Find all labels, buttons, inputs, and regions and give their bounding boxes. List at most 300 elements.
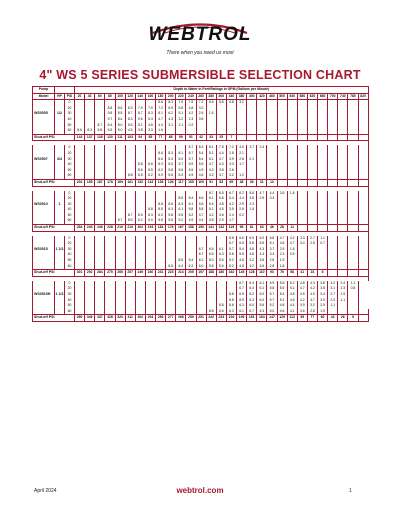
depth-caption: Depth to Water in Feet/Ratings in GPM (Gallons per Minute) (75, 87, 369, 94)
gpm-cell: 5.7 (247, 309, 257, 315)
gpm-cell: 5.2 (186, 213, 196, 219)
gpm-cell: 9.7 (105, 117, 115, 123)
shutoff-cell: 202 (135, 225, 145, 232)
gpm-cell: 6.1 (237, 309, 247, 315)
footer-date: April 2024 (34, 488, 57, 494)
footer-url[interactable]: webtrol.com (176, 486, 224, 495)
shutoff-cell (328, 225, 338, 232)
pump-model: WS0515 (33, 247, 55, 253)
gpm-cell: 1.1 (328, 303, 338, 309)
gpm-cell: 2.3 (186, 117, 196, 123)
shutoff-cell: 302 (135, 315, 145, 322)
gpm-cell: 5.8 (216, 100, 226, 106)
gpm-cell: 4.7 (277, 236, 287, 242)
gpm-cell: 1.7 (237, 162, 247, 168)
gpm-cell: 8.4 (105, 123, 115, 129)
gpm-cell: 8.6 (156, 100, 166, 106)
psi-header: PSI (65, 93, 75, 100)
pump-hp: 1/2 (55, 111, 65, 117)
gpm-cell: 4.8 (277, 303, 287, 309)
shutoff-cell: 161 (125, 179, 135, 186)
shutoff-cell: 24 (307, 270, 317, 277)
gpm-cell: 6.5 (206, 252, 216, 258)
gpm-cell: 8.1 (206, 145, 216, 151)
shutoff-row (33, 225, 369, 232)
gpm-cell: 3.8 (216, 168, 226, 174)
shutoff-cell: 109 (186, 179, 196, 186)
depth-header: 500 (277, 93, 287, 100)
gpm-cell: 6.5 (237, 241, 247, 247)
psi-cell: 40 (65, 252, 75, 258)
gpm-cell: 5.1 (206, 157, 216, 163)
shutoff-cell (358, 179, 368, 186)
gpm-cell: 5.5 (277, 286, 287, 292)
selection-table-wrapper (32, 86, 368, 322)
shutoff-cell: 236 (95, 225, 105, 232)
gpm-cell: 5.4 (277, 292, 287, 298)
gpm-cell: 4.8 (297, 281, 307, 287)
gpm-cell: 5.6 (176, 168, 186, 174)
gpm-cell: 2.5 (196, 111, 206, 117)
gpm-cell: 6.6 (237, 236, 247, 242)
gpm-cell: 6.1 (206, 196, 216, 202)
gpm-cell: 0.1 (247, 157, 257, 163)
gpm-cell: 4.5 (216, 207, 226, 213)
gpm-cell: 4.9 (186, 173, 196, 179)
shutoff-cell: 181 (247, 315, 257, 322)
shutoff-cell: 39 (247, 179, 257, 186)
shutoff-cell: 132 (216, 225, 226, 232)
gpm-cell: 6.6 (226, 303, 236, 309)
shutoff-cell: 128 (247, 270, 257, 277)
psi-cell: 30 (65, 157, 75, 163)
gpm-cell: 8.8 (145, 207, 155, 213)
gpm-cell: 5.8 (176, 106, 186, 112)
shutoff-cell: 285 (156, 315, 166, 322)
gpm-cell: 1.5 (206, 111, 216, 117)
gpm-cell: 6.0 (166, 162, 176, 168)
gpm-cell: 3.6 (257, 264, 267, 270)
shutoff-cell (318, 179, 328, 186)
gpm-cell: 3.7 (247, 145, 257, 151)
shutoff-cell: 231 (156, 270, 166, 277)
gpm-cell: 8.3 (125, 117, 135, 123)
gpm-cell: 0.7 (318, 241, 328, 247)
gpm-cell: 6.3 (166, 207, 176, 213)
gpm-cell: 8.7 (125, 111, 135, 117)
gpm-cell: 6.7 (196, 252, 206, 258)
gpm-cell: 6.5 (237, 292, 247, 298)
shutoff-cell: 63 (257, 225, 267, 232)
gpm-cell: 4.2 (297, 298, 307, 304)
shutoff-cell: 110 (257, 270, 267, 277)
shutoff-cell (297, 179, 307, 186)
gpm-cell: 6.3 (237, 303, 247, 309)
shutoff-cell: 277 (166, 315, 176, 322)
shutoff-cell (338, 225, 348, 232)
gpm-cell: 5.4 (226, 196, 236, 202)
depth-header: 100 (115, 93, 125, 100)
gpm-cell: 2.1 (176, 123, 186, 129)
gpm-cell: 3.6 (216, 213, 226, 219)
gpm-cell: 5.5 (186, 168, 196, 174)
gpm-cell: 5.1 (135, 123, 145, 129)
pump-hp: 1 1/2 (55, 292, 64, 296)
gpm-cell: 3.2 (237, 100, 247, 106)
gpm-cell: 8.8 (226, 292, 236, 298)
gpm-cell: 5.1 (206, 207, 216, 213)
gpm-cell: 2.9 (237, 202, 247, 208)
gpm-cell: 8.3 (176, 202, 186, 208)
gpm-cell: 8.1 (176, 151, 186, 157)
gpm-cell: 6.2 (145, 173, 155, 179)
gpm-cell: 1.1 (348, 281, 358, 287)
psi-cell: 60 (65, 309, 75, 315)
shutoff-cell: 214 (176, 270, 186, 277)
shutoff-cell (348, 270, 358, 277)
psi-cell: 50 (65, 123, 75, 129)
psi-cell: 30 (65, 111, 75, 117)
gpm-cell: 6.0 (247, 303, 257, 309)
shutoff-cell (297, 225, 307, 232)
shutoff-cell: 41 (297, 270, 307, 277)
shutoff-cell (358, 315, 368, 322)
shutoff-cell: 187 (95, 179, 105, 186)
depth-header: 460 (267, 93, 277, 100)
shutoff-cell: 59 (176, 134, 186, 141)
psi-cell: 20 (65, 241, 75, 247)
shutoff-cell: 350 (75, 315, 85, 322)
gpm-cell: 5.5 (105, 128, 115, 134)
shutoff-row (33, 315, 369, 322)
shutoff-cell: 164 (257, 315, 267, 322)
shutoff-cell (307, 225, 317, 232)
gpm-cell: 3.9 (297, 303, 307, 309)
gpm-cell: 4.3 (307, 281, 317, 287)
gpm-cell: 5.8 (166, 213, 176, 219)
gpm-cell: 5.6 (166, 173, 176, 179)
gpm-cell: 6.7 (196, 247, 206, 253)
gpm-cell: 8.8 (226, 236, 236, 242)
gpm-cell: 1.7 (226, 218, 236, 224)
shutoff-cell: 169 (115, 179, 125, 186)
shutoff-cell: 204 (75, 179, 85, 186)
gpm-cell: 2.3 (338, 286, 348, 292)
gpm-cell: 8.5 (125, 218, 135, 224)
psi-cell: 60 (65, 218, 75, 224)
gpm-cell: 3.8 (318, 286, 328, 292)
shutoff-cell: 85 (145, 134, 155, 141)
gpm-cell: 5.3 (257, 309, 267, 315)
gpm-cell: 3.1 (328, 286, 338, 292)
gpm-cell: 4.8 (287, 292, 297, 298)
gpm-cell: 6.6 (196, 196, 206, 202)
gpm-cell: 5.1 (277, 298, 287, 304)
shutoff-cell: 117 (176, 179, 186, 186)
gpm-cell: 4.3 (216, 162, 226, 168)
shutoff-cell: 135 (156, 179, 166, 186)
shutoff-cell: 245 (85, 225, 95, 232)
gpm-cell: 8.8 (166, 264, 176, 270)
pump-hp: 3/4 (55, 157, 65, 163)
gpm-cell: 8.4 (115, 117, 125, 123)
gpm-cell: 5.2 (287, 281, 297, 287)
shutoff-cell: 268 (176, 315, 186, 322)
gpm-cell: 6.7 (226, 241, 236, 247)
gpm-cell: 4.3 (257, 252, 267, 258)
depth-header: 660 (318, 93, 328, 100)
gpm-cell: 4.4 (267, 191, 277, 197)
shutoff-cell (318, 225, 328, 232)
psi-cell: 0 (65, 281, 75, 287)
psi-cell: 40 (65, 117, 75, 123)
psi-cell: 0 (65, 236, 75, 242)
gpm-cell: 5.8 (196, 202, 206, 208)
gpm-cell: 3.4 (318, 292, 328, 298)
gpm-cell: 8.8 (156, 202, 166, 208)
gpm-cell: 8.5 (216, 191, 226, 197)
shutoff-cell: 103 (125, 134, 135, 141)
gpm-cell: 6.7 (237, 286, 247, 292)
gpm-cell: 4.4 (216, 151, 226, 157)
shutoff-row (33, 270, 369, 277)
pump-model: WS0515H (33, 292, 55, 298)
gpm-cell: 8.7 (186, 145, 196, 151)
shutoff-cell: 143 (75, 134, 85, 141)
gpm-cell: 5.1 (287, 286, 297, 292)
shutoff-cell: 176 (166, 225, 176, 232)
gpm-cell: 5.1 (206, 151, 216, 157)
gpm-cell: 3.3 (226, 162, 236, 168)
shutoff-cell: 337 (95, 315, 105, 322)
gpm-cell: 4.6 (277, 309, 287, 315)
gpm-cell: 5.8 (95, 128, 105, 134)
shutoff-cell: 94 (135, 134, 145, 141)
psi-cell: 50 (65, 168, 75, 174)
gpm-cell: 5.4 (206, 202, 216, 208)
gpm-cell: 8.3 (196, 145, 206, 151)
gpm-cell: 6.0 (176, 157, 186, 163)
shutoff-cell: 77 (156, 134, 166, 141)
gpm-cell: 2.4 (257, 145, 267, 151)
gpm-cell: 1.1 (318, 236, 328, 242)
psi-cell: 30 (65, 292, 75, 298)
gpm-cell: 4.5 (297, 292, 307, 298)
gpm-cell: 6.0 (206, 258, 216, 264)
gpm-cell: 7.9 (176, 100, 186, 106)
depth-header: 420 (257, 93, 267, 100)
gpm-cell: 6.5 (206, 100, 216, 106)
shutoff-cell: 98 (237, 225, 247, 232)
gpm-cell: 5.7 (186, 157, 196, 163)
gpm-cell: 5.5 (176, 213, 186, 219)
gpm-cell: 8.7 (115, 218, 125, 224)
gpm-cell: 6.1 (186, 202, 196, 208)
gpm-cell: 8.6 (135, 168, 145, 174)
shutoff-cell: 65 (226, 179, 236, 186)
psi-cell: 20 (65, 196, 75, 202)
gpm-cell: 1.9 (277, 258, 287, 264)
gpm-cell: 2.3 (277, 252, 287, 258)
shutoff-cell (247, 134, 257, 141)
shutoff-cell: 195 (85, 179, 95, 186)
psi-cell: 60 (65, 128, 75, 134)
gpm-cell: 3.7 (307, 298, 317, 304)
gpm-cell: 5.8 (216, 196, 226, 202)
shutoff-cell: 83 (216, 179, 226, 186)
gpm-cell: 6.1 (257, 281, 267, 287)
gpm-cell: 6.2 (156, 168, 166, 174)
gpm-cell: 5.5 (237, 252, 247, 258)
gpm-cell: 5.2 (176, 218, 186, 224)
gpm-cell: 3.3 (297, 236, 307, 242)
gpm-cell: 4.2 (206, 168, 216, 174)
shutoff-cell (328, 179, 338, 186)
shutoff-cell: 93 (267, 270, 277, 277)
shutoff-cell: 115 (226, 225, 236, 232)
psi-cell: 40 (65, 298, 75, 304)
shutoff-cell (307, 134, 317, 141)
shutoff-cell: 184 (156, 225, 166, 232)
gpm-cell: 6.7 (237, 281, 247, 287)
gpm-cell: 3.3 (267, 252, 277, 258)
shutoff-cell (358, 270, 368, 277)
gpm-cell: 8.7 (95, 123, 105, 129)
gpm-cell: 8.6 (166, 202, 176, 208)
gpm-cell: 5.6 (216, 264, 226, 270)
gpm-cell: 5.6 (216, 258, 226, 264)
shutoff-cell: 33 (206, 134, 216, 141)
gpm-cell: 7.9 (135, 106, 145, 112)
page-title: 4" WS 5 SERIES SUBMERSIBLE SELECTION CHART (39, 68, 361, 82)
psi-cell: 50 (65, 303, 75, 309)
gpm-cell: 4.8 (237, 264, 247, 270)
gpm-cell: 3.9 (226, 207, 236, 213)
gpm-cell: 5.8 (247, 191, 257, 197)
psi-cell: 30 (65, 202, 75, 208)
shutoff-cell: 284 (95, 270, 105, 277)
gpm-cell: 1.8 (287, 191, 297, 197)
tagline: There when you need us most (166, 50, 234, 56)
shutoff-cell (287, 179, 297, 186)
gpm-cell: 0.3 (267, 196, 277, 202)
shutoff-cell: 95 (297, 315, 307, 322)
gpm-cell: 5.4 (196, 151, 206, 157)
gpm-cell: 8.5 (135, 213, 145, 219)
shutoff-cell: 6 (318, 270, 328, 277)
gpm-cell: 2.3 (328, 298, 338, 304)
shutoff-cell: 9 (348, 315, 358, 322)
shutoff-cell: 320 (115, 315, 125, 322)
gpm-cell: 1.5 (338, 292, 348, 298)
gpm-cell: 8.7 (135, 111, 145, 117)
gpm-cell: 8.7 (206, 191, 216, 197)
gpm-cell: 8.1 (156, 111, 166, 117)
depth-header: 20 (75, 93, 85, 100)
gpm-cell: 5.2 (226, 258, 236, 264)
depth-header: 200 (166, 93, 176, 100)
shutoff-cell: 43 (328, 315, 338, 322)
gpm-cell: 6.7 (226, 191, 236, 197)
gpm-cell: 8.3 (166, 157, 176, 163)
header-blank (55, 87, 75, 94)
psi-cell: 50 (65, 258, 75, 264)
gpm-cell: 5.8 (196, 207, 206, 213)
gpm-cell: 3.4 (297, 241, 307, 247)
gpm-cell: 8.3 (166, 151, 176, 157)
gpm-cell: 5.8 (186, 207, 196, 213)
shutoff-cell: 143 (145, 179, 155, 186)
shutoff-cell (348, 225, 358, 232)
shutoff-cell: 251 (196, 315, 206, 322)
shutoff-cell: 77 (307, 315, 317, 322)
gpm-cell: 5.7 (226, 247, 236, 253)
shutoff-cell: 28 (277, 225, 287, 232)
depth-header: 700 (328, 93, 338, 100)
gpm-cell: 5.1 (267, 241, 277, 247)
gpm-cell: 7.2 (196, 100, 206, 106)
shutoff-cell (277, 134, 287, 141)
shutoff-cell: 112 (287, 315, 297, 322)
gpm-cell: 4.7 (257, 191, 267, 197)
gpm-cell: 3.9 (226, 157, 236, 163)
psi-cell: 0 (65, 100, 75, 106)
gpm-cell: 6.4 (247, 281, 257, 287)
gpm-cell: 6.0 (156, 213, 166, 219)
gpm-cell: 5.8 (267, 236, 277, 242)
gpm-cell: 5.8 (206, 264, 216, 270)
psi-cell: 40 (65, 207, 75, 213)
shutoff-cell (358, 134, 368, 141)
shutoff-label: Shut-off PSI (33, 270, 75, 277)
shutoff-cell: 311 (125, 315, 135, 322)
gpm-cell: 6.0 (257, 236, 267, 242)
selection-table (32, 86, 369, 322)
depth-header: 240 (186, 93, 196, 100)
gpm-cell: 4.2 (226, 202, 236, 208)
gpm-cell: 2.8 (237, 207, 247, 213)
gpm-cell: 4.9 (186, 218, 196, 224)
shutoff-cell (328, 270, 338, 277)
depth-header: 220 (176, 93, 186, 100)
gpm-cell: 6.0 (257, 298, 267, 304)
depth-header: 40 (85, 93, 95, 100)
shutoff-cell: 254 (75, 225, 85, 232)
psi-cell: 60 (65, 264, 75, 270)
depth-header: 780 (348, 93, 358, 100)
gpm-cell: 8.3 (85, 128, 95, 134)
psi-cell: 20 (65, 106, 75, 112)
gpm-cell: 4.5 (125, 128, 135, 134)
gpm-cell: 7.5 (145, 106, 155, 112)
gpm-cell: 2.1 (237, 151, 247, 157)
gpm-cell: 7.5 (186, 100, 196, 106)
gpm-cell: 5.8 (166, 168, 176, 174)
gpm-cell: 6.5 (135, 173, 145, 179)
gpm-cell: 4.7 (156, 117, 166, 123)
gpm-cell: 7.2 (226, 145, 236, 151)
gpm-cell: 4.8 (186, 106, 196, 112)
gpm-cell: 8.3 (145, 213, 155, 219)
shutoff-cell: 240 (145, 270, 155, 277)
gpm-cell: 4.3 (257, 247, 267, 253)
gpm-cell: 3.0 (318, 298, 328, 304)
gpm-cell: 6.2 (196, 258, 206, 264)
shutoff-cell: 210 (125, 225, 135, 232)
shutoff-cell (237, 134, 247, 141)
depth-header: 140 (135, 93, 145, 100)
gpm-cell: 5.1 (176, 111, 186, 117)
